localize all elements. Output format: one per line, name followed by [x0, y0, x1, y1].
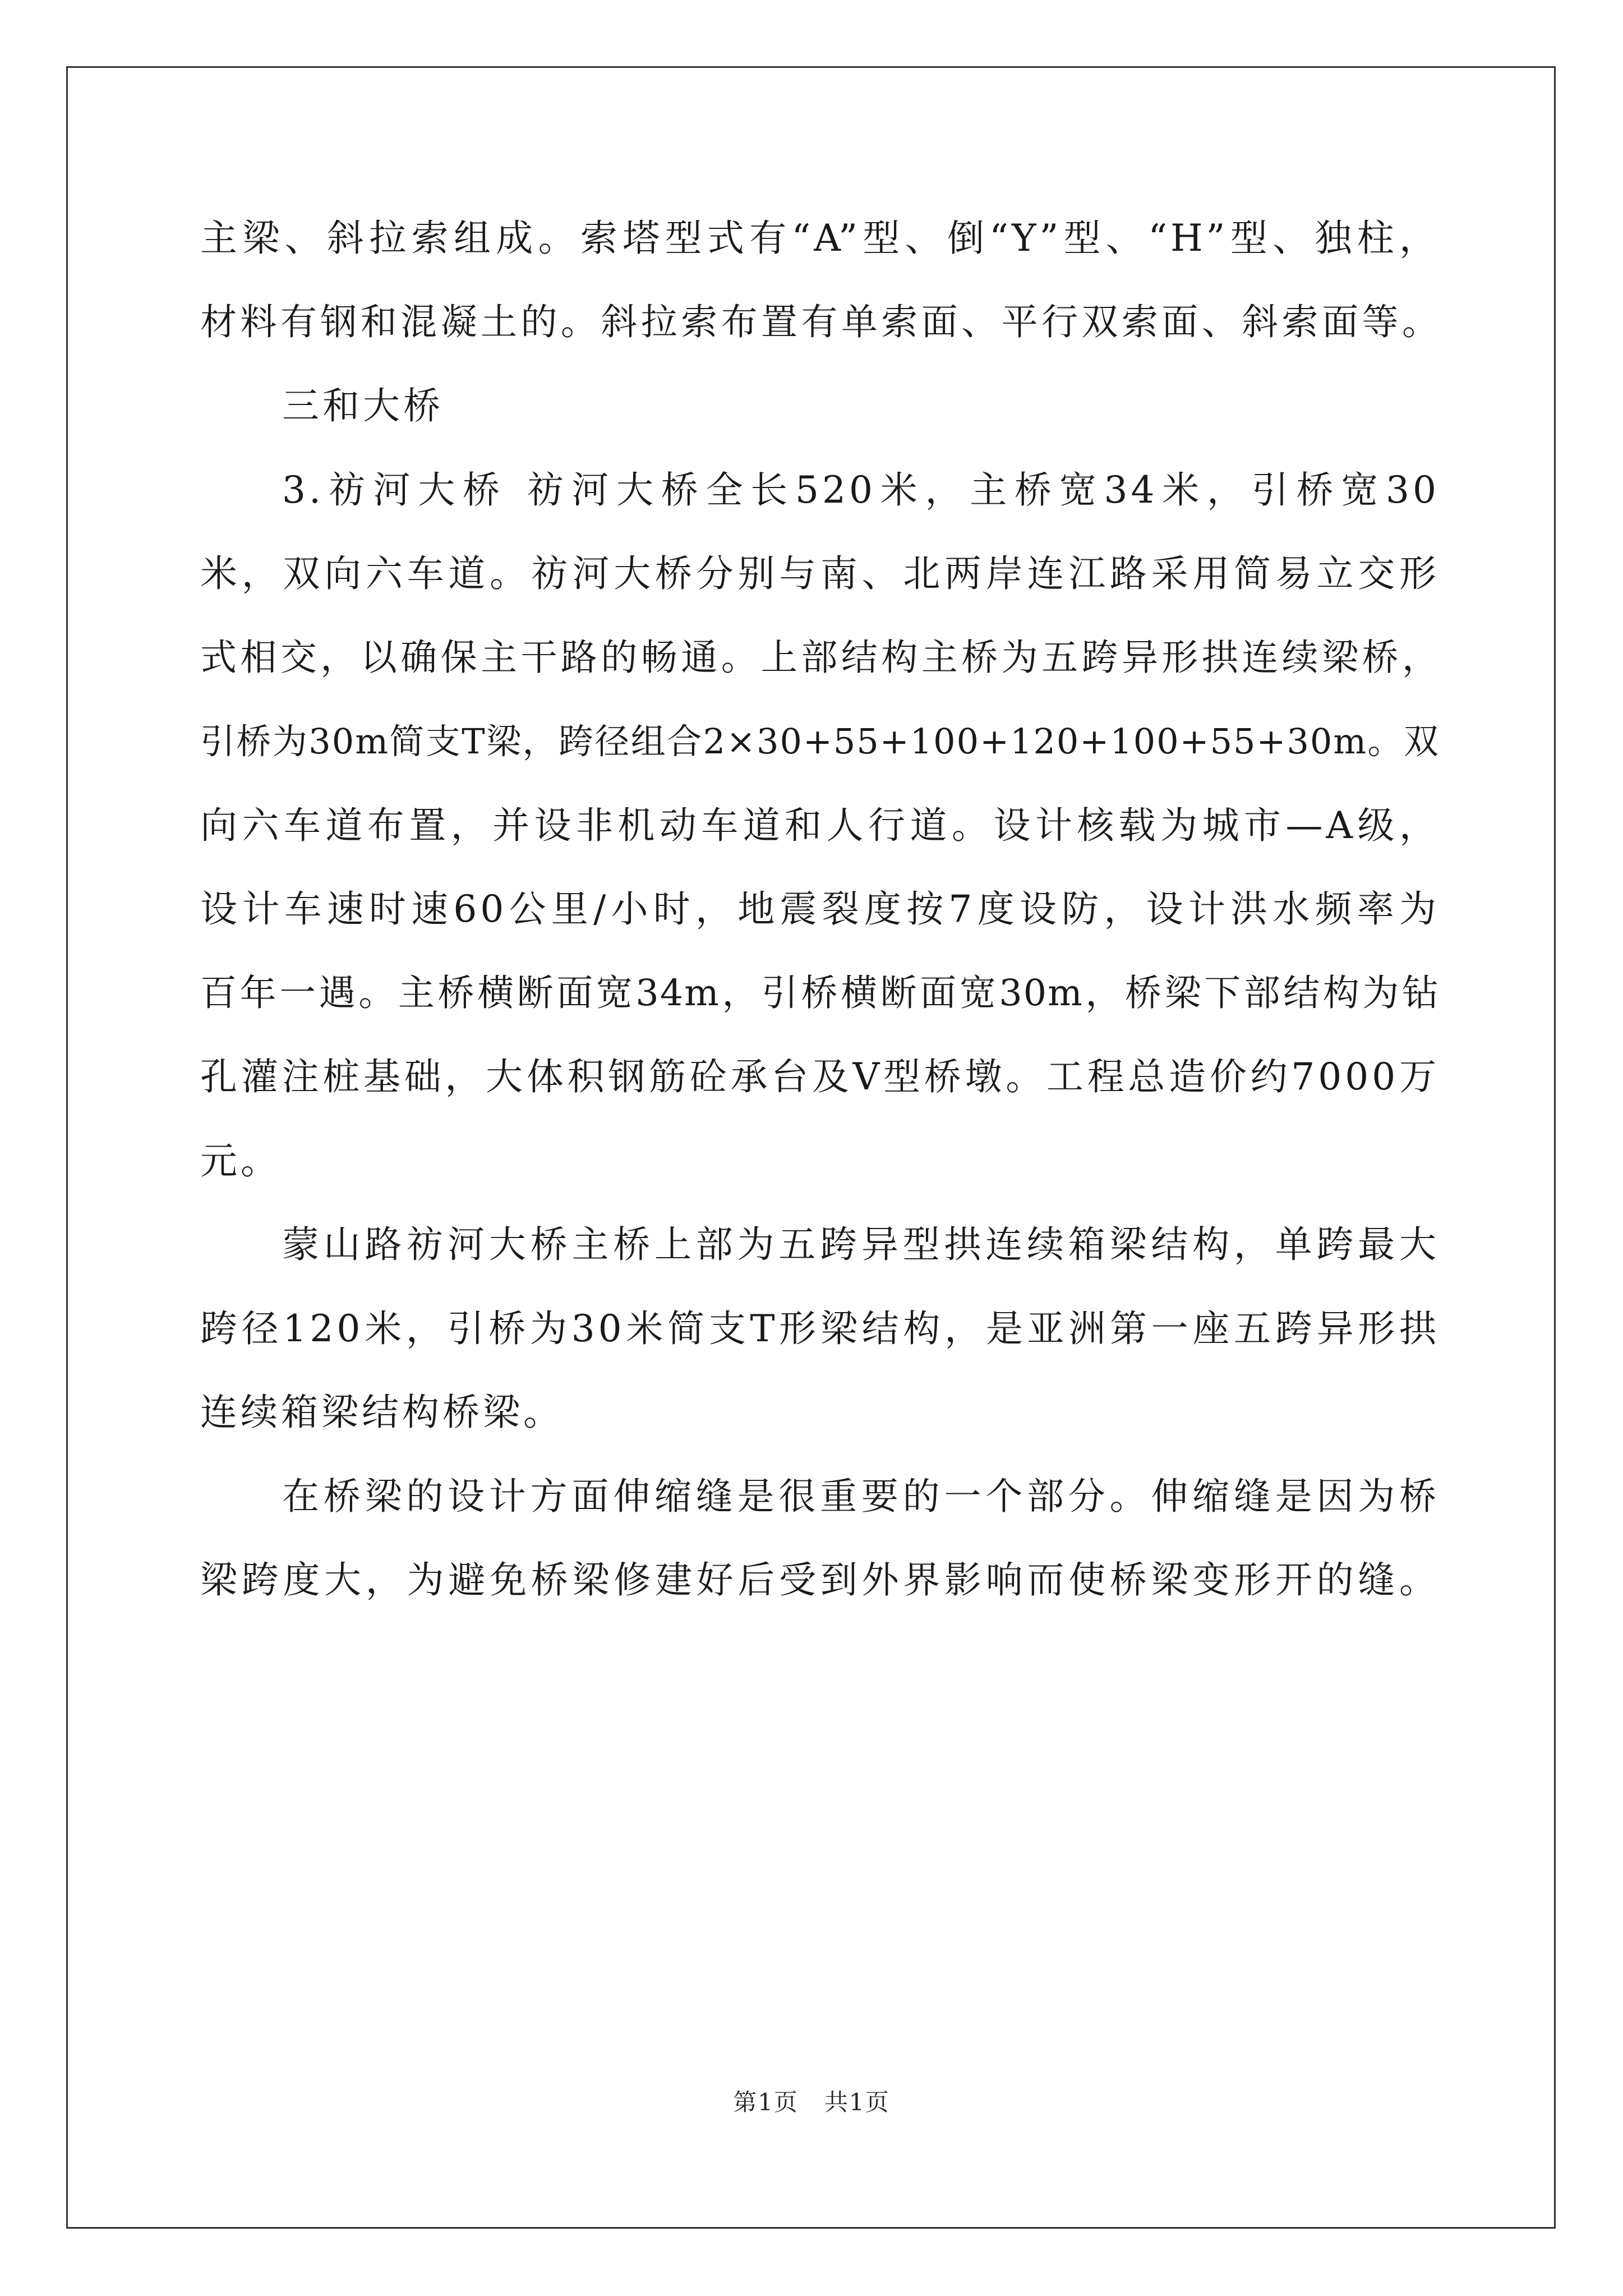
text-line: 式相交，以确保主干路的畅通。上部结构主桥为五跨异形拱连续梁桥，	[200, 636, 1440, 679]
document-body	[200, 196, 1440, 1622]
text-line: 跨径120米，引桥为30米简支T形梁结构，是亚洲第一座五跨异形拱	[200, 1306, 1440, 1350]
text-line: 米，双向六车道。祊河大桥分别与南、北两岸连江路采用简易立交形	[200, 552, 1440, 595]
text-line: 设计车速时速60公里/小时，地震裂度按7度设防，设计洪水频率为	[200, 887, 1440, 931]
text-line: 蒙山路祊河大桥主桥上部为五跨异型拱连续箱梁结构，单跨最大	[282, 1223, 1440, 1266]
text-line: 3.祊河大桥 祊河大桥全长520米，主桥宽34米，引桥宽30	[282, 468, 1440, 512]
page-number-total: 共1页	[824, 2088, 890, 2116]
text-line: 连续箱梁结构桥梁。	[200, 1391, 564, 1434]
text-line: 引桥为30m简支T梁，跨径组合2×30+55+100+120+100+55+30m。双	[200, 721, 1440, 762]
text-line: 材料有钢和混凝土的。斜拉索布置有单索面、平行双索面、斜索面等。	[200, 301, 1440, 343]
text-line: 孔灌注桩基础，大体积钢筋砼承台及V型桥墩。工程总造价约7000万	[200, 1055, 1440, 1098]
page-footer	[0, 2086, 1623, 2119]
text-line: 主梁、斜拉索组成。索塔型式有“A”型、倒“Y”型、“H”型、独柱，	[200, 217, 1440, 260]
text-line: 向六车道布置，并设非机动车道和人行道。设计核载为城市—A级，	[200, 803, 1440, 847]
page-number-current: 第1页	[733, 2088, 799, 2116]
text-line: 梁跨度大，为避免桥梁修建好后受到外界影响而使桥梁变形开的缝。	[200, 1558, 1440, 1602]
text-line: 百年一遇。主桥横断面宽34m，引桥横断面宽30m，桥梁下部结构为钻	[200, 972, 1440, 1014]
section-heading: 三和大桥	[282, 384, 444, 427]
text-line: 元。	[200, 1139, 281, 1182]
text-line: 在桥梁的设计方面伸缩缝是很重要的一个部分。伸缩缝是因为桥	[282, 1474, 1440, 1518]
